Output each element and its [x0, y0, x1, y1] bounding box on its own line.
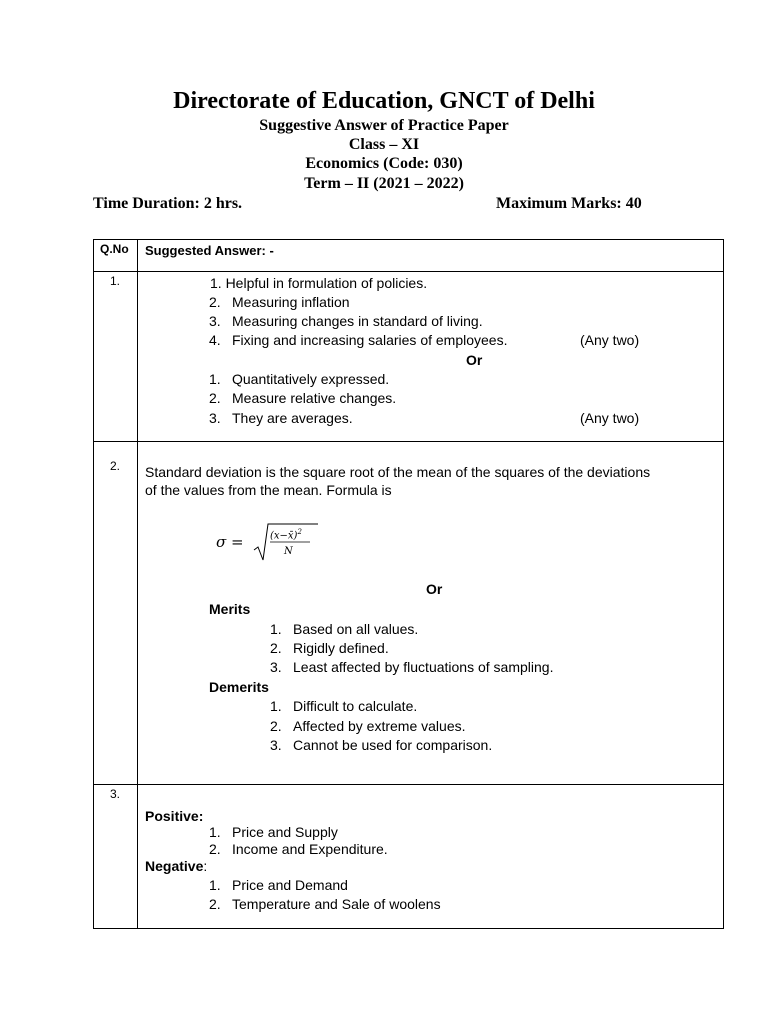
formula-numerator: (x−x̄)$^2$: [270, 528, 302, 542]
list-item: 1. Helpful in formulation of policies.: [210, 275, 428, 291]
list-item-number: 4.: [209, 332, 221, 348]
question-number: 1.: [110, 274, 121, 288]
list-item: Measure relative changes.: [232, 390, 397, 406]
list-item: Quantitatively expressed.: [232, 371, 390, 387]
list-item-number: 1.: [270, 621, 282, 637]
table-border-top: [93, 239, 724, 240]
demerits-heading: Demerits: [209, 679, 269, 695]
document-title: Directorate of Education, GNCT of Delhi: [173, 88, 595, 114]
answer-paragraph-line: Standard deviation is the square root of the mean of the squares of the deviations: [145, 464, 651, 480]
list-item: Temperature and Sale of woolens: [232, 896, 441, 912]
table-divider: [93, 441, 724, 442]
list-item-number: 2.: [209, 294, 221, 310]
subject-line: Economics (Code: 030): [305, 155, 463, 172]
list-item-number: 1.: [209, 877, 221, 893]
list-item: Difficult to calculate.: [293, 698, 418, 714]
table-divider: [93, 271, 724, 272]
list-item-number: 2.: [270, 640, 282, 656]
list-item-number: 2.: [209, 390, 221, 406]
list-item: Measuring changes in standard of living.: [232, 313, 483, 329]
list-item-number: 2.: [209, 896, 221, 912]
list-item-number: 2.: [270, 718, 282, 734]
column-header-answer: Suggested Answer: -: [145, 243, 274, 258]
formula-lhs: σ =: [216, 533, 244, 551]
any-two-note: (Any two): [580, 332, 640, 348]
list-item: Rigidly defined.: [293, 640, 389, 656]
list-item-number: 2.: [209, 841, 221, 857]
list-item-number: 1.: [209, 824, 221, 840]
positive-heading: Positive:: [145, 808, 204, 824]
list-item: Income and Expenditure.: [232, 841, 388, 857]
or-separator: Or: [466, 352, 483, 368]
answer-paragraph-line: of the values from the mean. Formula is: [145, 482, 392, 498]
merits-heading: Merits: [209, 601, 251, 617]
list-item-number: 1.: [270, 698, 282, 714]
list-item-number: 3.: [270, 737, 282, 753]
or-separator: Or: [426, 581, 443, 597]
list-item-number: 3.: [209, 313, 221, 329]
table-column-divider: [137, 239, 138, 929]
question-number: 2.: [110, 459, 121, 473]
term-line: Term – II (2021 – 2022): [304, 175, 464, 192]
list-item-number: 3.: [209, 410, 221, 426]
list-item: They are averages.: [232, 410, 353, 426]
negative-heading: Negative:: [145, 858, 208, 874]
column-header-qno: Q.No: [100, 242, 129, 256]
list-item: Based on all values.: [293, 621, 419, 637]
list-item-number: 3.: [270, 659, 282, 675]
list-item: Price and Demand: [232, 877, 348, 893]
list-item: Cannot be used for comparison.: [293, 737, 493, 753]
table-border-right: [723, 239, 724, 929]
list-item: Least affected by fluctuations of sampling.: [293, 659, 554, 675]
list-item: Affected by extreme values.: [293, 718, 466, 734]
list-item: Price and Supply: [232, 824, 338, 840]
table-border-bottom: [93, 928, 724, 929]
any-two-note: (Any two): [580, 410, 640, 426]
list-item-number: 1.: [209, 371, 221, 387]
list-item: Fixing and increasing salaries of employees.: [232, 332, 508, 348]
formula-denominator: N: [284, 546, 293, 557]
class-line: Class – XI: [348, 136, 420, 153]
list-item: Measuring inflation: [232, 294, 350, 310]
time-duration: Time Duration: 2 hrs.: [93, 195, 243, 212]
table-divider: [93, 784, 724, 785]
maximum-marks: Maximum Marks: 40: [496, 195, 642, 212]
document-subtitle: Suggestive Answer of Practice Paper: [259, 117, 509, 134]
table-border-left: [93, 239, 94, 929]
question-number: 3.: [110, 787, 121, 801]
